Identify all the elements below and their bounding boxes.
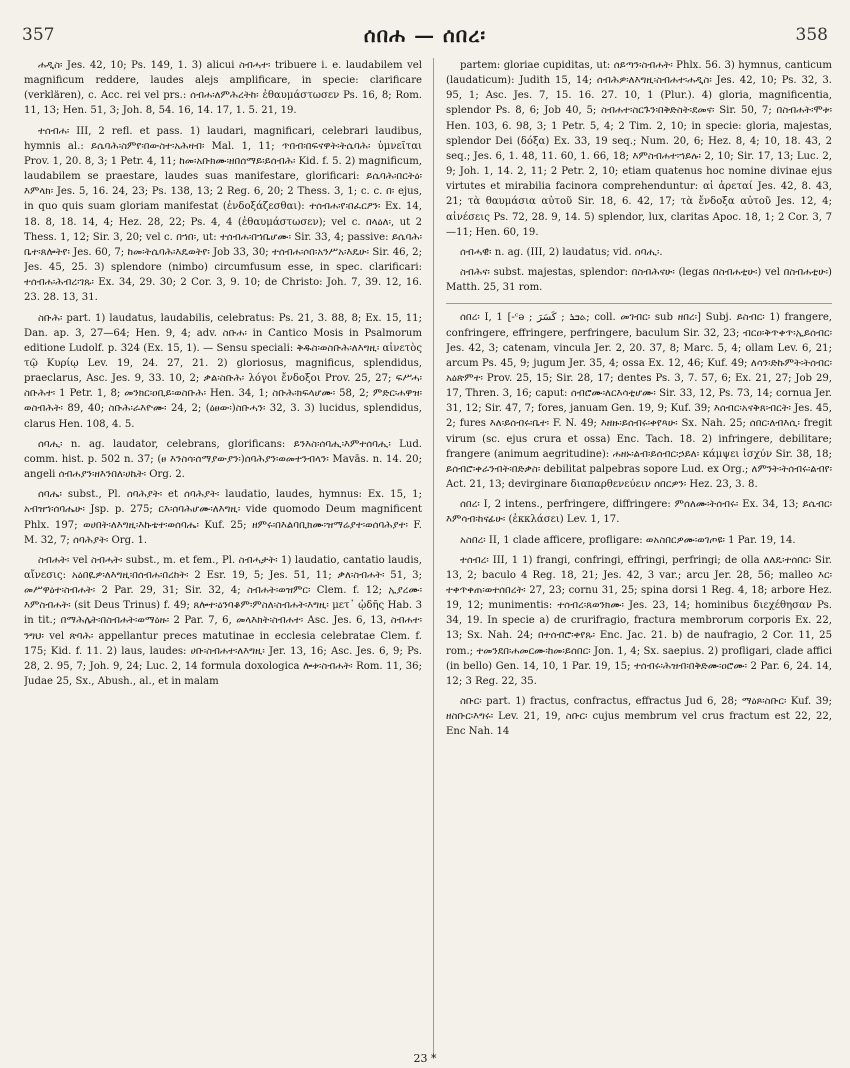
entry-sebahi: ሰባሒ፡ n. ag. laudator, celebrans, glorificans: ይንእስ፡ሰባሒ፡እምተሰባሒ፡ Lud. comm. hist. p. 502 n. 37; (ፀ እንስሳ፡ሰማያውያን፡)ሰባሕያን፡ወመተንብላን፡ Mavās. n. 14. 20; angeli ሰብሐያን፡ዘእንበለ፡ሀኬት፡ Org. 2. <box>24 438 422 481</box>
entry-sebhena: ስብሕና፡ subst. majestas, splendor: በስብሕናሁ፡ (legas በስብሐቲሁ፡) vel በስብሐቲሁ፡) Matth. 25, 31 rom. <box>446 267 832 294</box>
page-header <box>22 18 828 52</box>
entry-tasabbaha: ተሰብሐ፡ III, 2 refl. et pass. 1) laudari, magnificari, celebrari laudibus, hymnis al.: ይሴባሕ፡ስምየ፡በውስተ፡አሕዛብ፡ Mal. 1, 11; ጥበብ፡በፍናዋት፡ትሴባሕ፡ ὑμνεῖται Prov. 1, 20. 8, 3; 1 Petr. 4, 11; ከመ፡አቡክሙ፡ዘበሰማይ፡ይሰብሕ፡ Kid. f. 5. 2) magnificum, laudabilem se praestare, laudes suas manifestare, glorificari: ይሴባሕ፡በርትዕ፡እምላክ፡ Jes. 5, 16. 24, 23; Ps. 138, 13; 2 Reg. 6, 20; 2 Thess. 3, 1; c. c. በ፡ ejus, in quo quis suam gloriam manifestat (ἐνδοξάζεσθαι): ተሰብሐ፡የ፡በፈርዖን፡ Ex. 14, 18. 8, 18. 14, 4; Hez. 28, 22; Ps. 4, 4 (ἐθαυμάστωσεν); vel c. በላዕለ፡, ut 2 Thess. 1, 12; Sir. 3, 20; vel c. በኀበ፡, ut: ተሰብሐ፡በኀቤሆሙ፡ Sir. 33, 4; passive: ይሴባሕ፡ቤተ፡ጸሎትየ፡ Jes. 60, 7; ከመ፡ትሴባሕ፡እዴወትየ፡ Job 33, 30; ተሰብሐ፡ሶበ፡አንሥአ፡እዴሁ፡ Sir. 46, 2; Jes. 45, 25. 3) splendore (nimbo) circumfusum esse, in spec. clarificari: ተሰብሐ፡ሕብረ፡ገጹ፡ Ex. 34, 29. 30; 2 Cor. 3, 9. 10; de Christo: Joh. 7, 39. 12, 16. 23. 28. 13, 31. <box>24 125 422 304</box>
entry-sebahe: ሰባሔ፡ subst., Pl. ሰባሕያት፡ et ሰባሕያት፡ laudatio, laudes, hymnus: Ex. 15, 1; አብዝኀ፡ሰባሔሁ፡ Jsp. p. 275; ርእ፡ሰባሕሆሙ፡ለእግዚ፡ vide quomodo Deum magnificent Phlx. 197; ወሀበት፡ለእግዚ፡እኩቴተ፡ወሰባሔ፡ Kuf. 25; ዘምሩ፡በእልባቢክሙ፡ዝማሬያተ፡ወሰባሕያተ፡ F. M. 32, 7; ሰባሕያት፡ Org. 1. <box>24 489 422 546</box>
printer-signature: 23 * <box>413 1052 437 1065</box>
left-column <box>24 58 422 1048</box>
entry-asbara: አስበረ፡ II, 1 clade afficere, profligare: ወአስበርዎሙ፡ወገጦዩ፡ 1 Par. 19, 14. <box>460 534 796 546</box>
right-column <box>446 58 832 1048</box>
entry-sebhawi: ሰብሓዊ፡ n. ag. (III, 2) laudatus; vid. ሰባሒ፡. <box>460 246 663 258</box>
running-title: ሰበሐ — ሰበረ፡ <box>363 23 487 47</box>
entry-tasabra: ተሰብረ፡ III, 1 1) frangi, confringi, effringi, perfringi; de olla ለለዴ፡ተሰበር፡ Sir. 13, 2; baculo 4 Reg. 18, 21; Jes. 42, 3 var.; arcu Jer. 28, 56; malleo እር፡ተቀጥቀጠ፡ወተሰበረት፡ 27, 23; cornu 31, 25; spina dorsi 1 Reg. 4, 18; arbore Hez. 19, 12; munimentis: ተሰብረ፡ጸወንክሙ፡ Jes. 23, 14; hominibus διεχέθησαν Ps. 34, 19. In specie a) de crurifragio, fractura membrorum corporis Ex. 22, 13; Sx. Nah. 24; በተሰብሮ፡ቀየጹ፡ Enc. Jac. 21. b) de naufragio, 2 Cor. 11, 25 rom.; ተመንደበ፡ሐመርሙ፡ከመ፡ይሰበር፡ Jon. 1, 4; Sx. saepius. 2) profligari, clade affici (in bello) Gen. 14, 10, 1 Par. 19, 15; ተሰብሩ፡ሕዝብ፡በቅድሙ፡ዐሮሙ፡ 2 Par. 6, 24. 14, 12; 3 Reg. 22, 35. <box>446 554 832 687</box>
column-divider <box>433 58 434 1058</box>
entry-text: partem: gloriae cupiditas, ut: ሰይጣን፡ስብሐት፡ Phlx. 56. 3) hymnus, canticum (laudaticum): Judith 15, 14; ሰብሕዎ፡ለእግዚ፡ስብሐተ፡ሐዲስ፡ Jes. 42, 10; Ps. 32, 3. 95, 1; Asc. Jes. 7, 15. 16. 27. 10, 1 (Plur.). 4) gloria, magnificentia, splendor Ps. 8, 6; Job 40, 5; ስብሐተ፡ስርጉን፡በቅድስት፡ደመና፡ Sir. 50, 7; በስብሐት፡ሞቱ፡ Hen. 103, 6. 98, 3; 1 Petr. 5, 4; 2 Tim. 2, 10; in specie: gloria, majestas, splendor Dei (δόξα) Ex. 33, 19 seq.; Num. 20, 6; Hez. 8, 4; 10, 18. 43, 2 seq.; Jes. 6, 1. 48, 11. 60, 1. 66, 18; እምስብሐተ፡ኀይሉ፡ 2, 10; Sir. 17, 13; Luc. 2, 9; Joh. 1, 14. 2, 11; 2 Petr. 2, 10; etiam quatenus hoc nomine divinae ejus virtutes et mirabilia facinora comprehenduntur: αἱ ἀρεταί Jes. 42, 8. 43, 21; τὰ θαυμάσια αὐτοῦ Sir. 18, 6. 42, 17; τὰ ἔνδοξα αὐτοῦ Jes. 12, 4; αἰνέσεις Ps. 72, 28. 9, 14. 5) splendor, lux, claritas Apoc. 18, 1; 2 Cor. 3, 7—11; Hen. 60, 19. <box>446 60 832 238</box>
right-page-number: 358 <box>795 25 828 45</box>
entry-text: ሐዲስ፡ Jes. 42, 10; Ps. 149, 1. 3) alicui ስብሓተ፡ tribuere i. e. laudabilem vel magnificum reddere, laudes alejs amplificare, in specie: clarificare (verklären), c. Acc. rei vel prs.: ሰብሐ፡ለምሕረትከ፡ ἐθαυμάστωσεν Ps. 16, 8; Rom. 11, 13; Hen. 51, 3; Joh. 8, 54. 16, 14. 17, 1. 5. 21, 19. <box>24 60 422 117</box>
entry-sebhat: ስብሐት፡ vel ስብሓት፡ subst., m. et fem., Pl. ስብሓታት፡ 1) laudatio, cantatio laudis, αἴνεσις: አዕበዪዎ፡ለእግዚ፡በሰብሐ፡በረከት፡ 2 Esr. 19, 5; Jes. 51, 11; ቃለ፡ስብሐት፡ 51, 3; መሥዋዕተ፡ስብሐት፡ 2 Par. 29, 31; Sir. 32, 4; ስብሐት፡ወዝምር፡ Clem. f. 12; ኢያረሙ፡እምስብሐት፡ (sit Deus Trinus) f. 49; ጸሎተ፡ዕንባቆም፡ምስለ፡ስብሐት፡እግዚ፡ μετ᾽ ᾠδῆς Hab. 3 in tit.; በማሕሌት፡በስብሐት፡ወማዕዙ፡ 2 Par. 7, 6, መላእክት፡ስብሐተ፡ Asc. Jes. 6, 13, ስብሐተ፡ንግህ፡ vel ጽባሕ፡ appellantur preces matutinae in ecclesia celebratae Clem. f. 175; Kid. f. 11. 2) laus, laudes: ሀቡ፡ስብሐተ፡ለእግዚ፡ Jer. 13, 16; Asc. Jes. 6, 9; Ps. 28, 2. 95, 7; Joh. 9, 24; Luc. 2, 14 formula doxologica ሎቱ፡ስብሐት፡ Rom. 11, 36; Judae 25, Sx., Abush., al., et in malam <box>24 554 422 688</box>
entry-sebur: ስቡር፡ part. 1) fractus, confractus, effractus Jud 6, 28; ማዕጾ፡ስቡር፡ Kuf. 39; ዘስቡር፡እግሩ፡ Lev. 21, 19, ስቡር፡ cujus membrum vel crus fractum est 22, 22, Enc Nah. 14 <box>446 696 832 738</box>
left-page-number: 357 <box>22 25 55 45</box>
entry-sabara: ሰበረ፡ I, 1 [-ᶜǝ ; ܬܒܪ ; كَسَرَ; coll. መገብር፡ sub ዘበረ፡] Subj. ይስብር፡ 1) frangere, confringere, effringere, perfringere, baculum Sir. 32, 23; ብርዐ፡ቅጥቀጥ፡ኢይሰብር፡ Jes. 42, 3; catenam, vincula Jer. 2, 20. 37, 8; Marc. 5, 4; ollam Lev. 6, 21; arcum Ps. 45, 9; jugum Jer. 35, 4; ossa Ex. 12, 46; Kuf. 49; ለሳን፡ድኩምት፡ትሰብር፡አዕጽምተ፡ Prov. 25, 15; Sir. 28, 17; dentes Ps. 3, 7. 57, 6; Ex. 21, 27; Job 29, 17, Thren. 3, 16; caput: ሰብሮሙ፡ለርእሳቲሆሙ፡ Sir. 33, 12, Ps. 73, 14; cornua Jer. 31, 12; Sir. 47, 7; fores, januam Gen. 19, 9; Kuf. 39; እሰብር፡አናቅጸ፡ብርት፡ Jes. 45, 2; fures እለ፡ይሰብሩ፡ቤተ፡ F. N. 49; እዘዙ፡ይሰብሩ፡ቀየጻሁ፡ Sx. Nah. 25; ሰበር፡ለብእሲ፡ fregit virum (sc. ejus crura et ossa) Enc. Tach. 18. 2) infringere, debilitare; frangere (animum aegritudine): ሐዘኑ፡ልብ፡ይሰብር፡ኃይለ፡ κάμψει ἰσχύν Sir. 38, 18; ይሰብሮ፡ቀራንብት፡በድቃስ፡ debilitat palpebras sopore Lud. ex Org.; ለምንት፡ትሰብሩ፡ልብየ፡ Act. 21, 13; devirginare διαπαρθενεύειν ሰበርዎን፡ Hez. 23, 3. 8. <box>446 303 832 492</box>
entry-sebuh: ስቡሕ፡ part. 1) laudatus, laudabilis, celebratus: Ps. 21, 3. 88, 8; Ex. 15, 11; Dan. ap. 3, 27—64; Hen. 9, 4; adv. ስቡሐ፡ in Cantico Mosis in Psalmorum editione Ludolf. p. 324 (Ex. 15, 1). — Sensu speciali: ቅዱስ፡ወስቡሕ፡ለእግዚ፡ αἰνετὸς τῷ Κυρίῳ Lev. 19, 24. 27, 21. 2) gloriosus, magnificus, splendidus, praeclarus, Asc. Jes. 9, 33. 10, 2; ቃል፡ስቡሕ፡ λόγοι ἔνδοξοι Prov. 25, 27; ፍሥሓ፡ስቡሕተ፡ 1 Petr. 1, 8; መንክር፡ዐቢይ፡ወስቡሕ፡ Hen. 34, 1; ስቡሕ፡ክፍላሆሙ፡ 58, 2; ምድር፡ሐዋዝ፡ወስብሕት፡ 89, 40; ስቡሕ፡ራእዮሙ፡ 24, 2; (ዕፀው፡)ስቡሓን፡ 32, 3. 3) lucidus, splendidus, clarus Hen. 108, 4. 5. <box>24 312 422 430</box>
entry-sabbara: ሰበረ፡ I, 2 intens., perfringere, diffringere: ምሰለሙ፡ትሰብሩ፡ Ex. 34, 13; ይሴብር፡እምሳብ፡ከናፊሁ፡ (ἐκκλάσει) Lev. 1, 17. <box>446 499 832 526</box>
